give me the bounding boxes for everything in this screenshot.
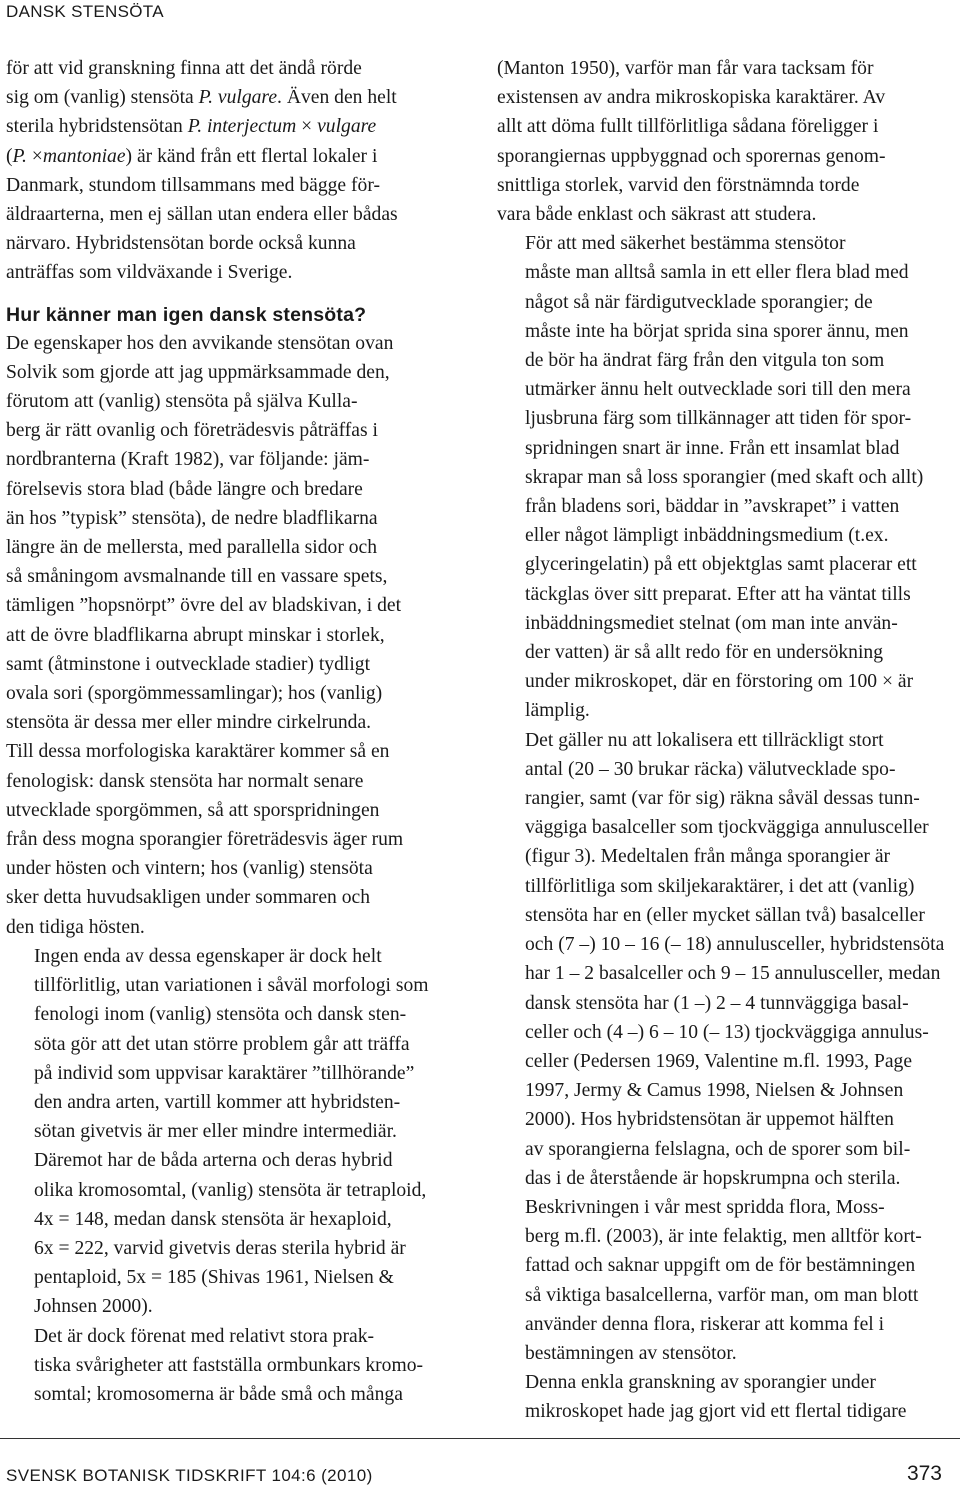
journal-citation: SVENSK BOTANISK TIDSKRIFT 104:6 (2010) (6, 1466, 373, 1485)
paragraph: Det gäller nu att lokalisera ett tillräckligt stort antal (20 – 30 brukar räcka) välutvecklade spo- rangier, samt (var för sig) räkna såväl dessas tunn- väggiga basalceller som tjockväggiga annulusceller (figur 3). Medeltalen från många sporangier är tillförlitliga som skiljekaraktärer, i det att (vanlig) stensöta har en (eller mycket sällan två) basalceller och (7 –) 10 – 16 (– 18) annulusceller, hybridstensöta har 1 – 2 basalceller och 9 – 15 annulusceller, medan dansk stensöta har (1 –) 2 – 4 tunnväggiga basal- celler och (4 –) 6 – 10 (– 13) tjockväggiga annulus- celler (Pedersen 1969, Valentine m.fl. 1993, Page 1997, Jermy & Camus 1998, Nielsen & Johnsen 2000). Hos hybridstensötan är uppemot hälften av sporangierna felslagna, och de sporer som bil- das i de återstående är hopskrumpna och sterila. (525, 729, 945, 1189)
paragraph: för att vid granskning finna att det ändå rörde sig om (vanlig) stensöta P. vulgare. Även den helt sterila hybridstensötan P. interjectum × vulgare (P. ×mantoniae) är känd från ett flertal lokaler i Danmark, stundom tillsammans med bägge för- äldraarterna, men ej sällan utan endera eller bådas närvaro. Hybridstensötan borde också kunna anträffas som vildväxande i Sverige. (6, 58, 398, 284)
left-column (6, 54, 468, 1409)
running-head: DANSK STENSÖTA (6, 2, 164, 21)
paragraph: (Manton 1950), varför man får vara tacksam för existensen av andra mikroskopiska karaktärer. Av allt att döma fullt tillförlitliga sådana föreligger i sporangiernas uppbyggnad och sporernas genom- snittliga storlek, varvid den förstnämnda torde vara både enklast och säkrast att studera. (497, 58, 886, 226)
paragraph: Denna enkla granskning av sporangier under mikroskopet hade jag gjort vid ett flertal tidigare (525, 1372, 907, 1423)
footer-rule (0, 1438, 960, 1439)
paragraph: Ingen enda av dessa egenskaper är dock helt tillförlitlig, utan variationen i såväl morfologi som fenologi inom (vanlig) stensöta och dansk sten- söta gör att det utan större problem går att träffa på individ som uppvisar karaktärer ”tillhörande” den andra arten, vartill kommer att hybridsten- sötan givetvis är mer eller mindre intermediär. Däremot har de båda arterna och deras hybrid olika kromosomtal, (vanlig) stensöta är tetraploid, 4x = 148, medan dansk stensöta är hexaploid, 6x = 222, varvid givetvis deras sterila hybrid är pentaploid, 5x = 185 (Shivas 1961, Nielsen & Johnsen 2000). (34, 945, 429, 1318)
paragraph: Det är dock förenat med relativt stora prak- tiska svårigheter att fastställa ormbunkars kromo- somtal; kromosomerna är både små och många (34, 1325, 424, 1405)
section-heading: Hur känner man igen dansk stensöta? (6, 303, 367, 326)
paragraph: De egenskaper hos den avvikande stensötan ovan Solvik som gjorde att jag uppmärksammade den, förutom att (vanlig) stensöta på själva Kulla- berg är rätt ovanlig och företrädesvis påträffas i nordbranterna (Kraft 1982), var följande: jäm- förelsevis stora blad (både längre och bredare än hos ”typisk” stensöta), de nedre bladflikarna längre än de mellersta, med parallella sidor och så småningom avsmalnande till en vassare spets, tämligen ”hopsnörpt” övre del av bladskivan, i det att de övre bladflikarna abrupt minskar i storlek, samt (åtminstone i outvecklade stadier) tydligt ovala sori (sporgömmessamlingar); hos (vanlig) stensöta är dessa mer eller mindre cirkelrunda. Till dessa morfologiska karaktärer kommer så en fenologisk: dansk stensöta har normalt senare utvecklade sporgömmen, så att sporspridningen från dess mogna sporangier företrädesvis äger rum under hösten och vintern; hos (vanlig) stensöta sker detta huvudsakligen under sommaren och den tidiga hösten. (6, 332, 404, 938)
paragraph: Beskrivningen i vår mest spridda flora, Moss- berg m.fl. (2003), är inte felaktig, men alltför kort- fattad och saknar uppgift om de för bestämningen så viktiga basalcellerna, varför man, om man blott använder denna flora, riskerar att komma fel i bestämningen av stensötor. (525, 1196, 922, 1364)
page-number: 373 (906, 1462, 942, 1485)
paragraph: För att med säkerhet bestämma stensötor måste man alltså samla in ett eller flera blad med något så när färdigutvecklade sporangier; de måste inte ha börjat sprida sina sporer ännu, men de bör ha ändrat färg från den vitgula ton som utmärker ännu helt outvecklade sori till den mera ljusbruna färg som tillkännager att tiden för spor- spridningen snart är inne. Från ett insamlat blad skrapar man så loss sporangier (med skaft och allt) från bladens sori, bäddar in ”avskrapet” i vatten eller något lämpligt inbäddningsmedium (t.ex. glyceringelatin) på ett objektglas samt placerar ett täckglas över sitt preparat. Efter att ha väntat tills inbäddningsmediet stelnat (om man inte använ- der vatten) är så allt redo för en undersökning under mikroskopet, där en förstoring om 100 × är lämplig. (525, 233, 924, 722)
right-column (497, 54, 959, 1427)
